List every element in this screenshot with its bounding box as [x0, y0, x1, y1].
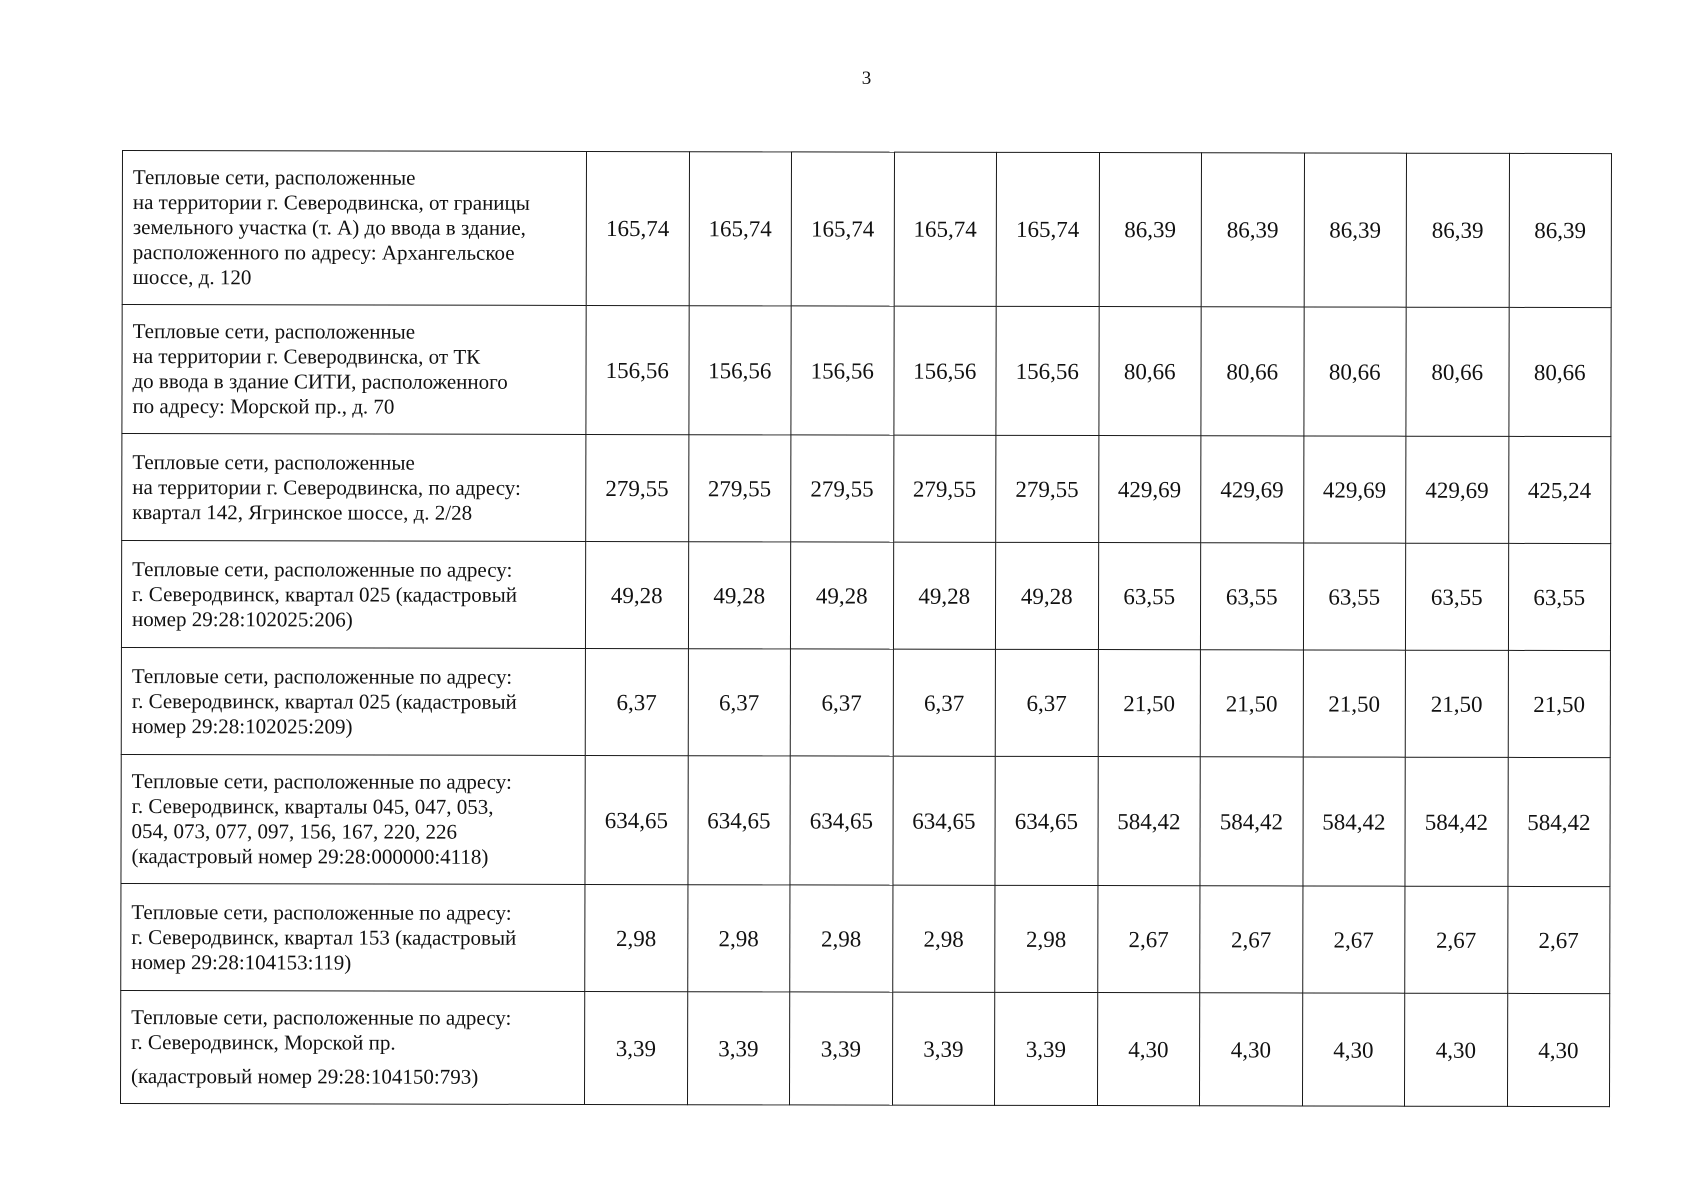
table-row — [121, 754, 1610, 886]
table-row — [122, 434, 1611, 544]
value-cell: 2,67 — [1200, 886, 1303, 993]
value-cell: 2,98 — [892, 885, 995, 992]
description-line: на территории г. Северодвинска, от ТК — [132, 344, 481, 369]
value-cell: 21,50 — [1303, 650, 1406, 757]
value-cell: 279,55 — [791, 435, 894, 542]
value-cell: 86,39 — [1201, 153, 1304, 307]
value-cell: 80,66 — [1201, 307, 1304, 436]
description-line: Тепловые сети, расположенные по адресу: — [131, 1005, 512, 1030]
table-row — [122, 151, 1611, 308]
description-line: г. Северодвинск, квартал 025 (кадастровый — [132, 581, 518, 607]
description-line: номер 29:28:104153:119) — [131, 949, 352, 974]
value-cell: 2,98 — [687, 885, 790, 992]
description-line: г. Северодвинск, квартал 153 (кадастровый — [131, 924, 517, 950]
value-cell: 584,42 — [1405, 757, 1508, 886]
description-line: Тепловые сети, расположенные по адресу: — [131, 663, 513, 689]
value-cell: 429,69 — [1406, 436, 1509, 543]
value-cell: 584,42 — [1200, 757, 1303, 886]
description-line: г. Северодвинск, квартал 025 (кадастровый — [131, 688, 517, 714]
description-line: квартал 142, Ягринское шоссе, д. 2/28 — [132, 499, 473, 525]
value-cell: 429,69 — [1098, 436, 1201, 543]
value-cell: 80,66 — [1508, 307, 1611, 436]
value-cell: 2,67 — [1507, 886, 1610, 993]
description-line: г. Северодвинск, Морской пр. — [131, 1030, 396, 1055]
value-cell: 2,67 — [1302, 886, 1405, 993]
value-cell: 156,56 — [996, 306, 1099, 435]
value-cell: 634,65 — [892, 756, 995, 885]
value-cell: 634,65 — [585, 755, 688, 884]
tariff-table — [120, 150, 1612, 1107]
value-cell: 49,28 — [790, 542, 893, 649]
description-line: Тепловые сети, расположенные — [132, 165, 416, 190]
value-cell: 21,50 — [1405, 650, 1508, 757]
value-cell: 584,42 — [1097, 757, 1200, 886]
value-cell: 63,55 — [1303, 543, 1406, 650]
value-cell: 165,74 — [996, 152, 1099, 306]
description-line: расположенного по адресу: Архангельское — [132, 240, 515, 265]
value-cell: 2,67 — [1405, 886, 1508, 993]
value-cell: 21,50 — [1200, 650, 1303, 757]
description-line: номер 29:28:102025:206) — [131, 606, 353, 631]
value-cell: 156,56 — [688, 306, 791, 435]
table-row — [121, 647, 1610, 757]
value-cell: 80,66 — [1406, 307, 1509, 436]
value-cell: 86,39 — [1509, 153, 1612, 307]
value-cell: 156,56 — [893, 306, 996, 435]
description-line: Тепловые сети, расположенные по адресу: — [131, 769, 512, 794]
value-cell: 21,50 — [1098, 650, 1201, 757]
description-line: Тепловые сети, расположенные по адресу: — [132, 556, 513, 582]
value-cell: 634,65 — [995, 756, 1098, 885]
value-cell: 429,69 — [1303, 436, 1406, 543]
value-cell: 4,30 — [1405, 993, 1508, 1106]
value-cell: 156,56 — [791, 306, 894, 435]
value-cell: 63,55 — [1508, 543, 1611, 650]
value-cell: 279,55 — [688, 435, 791, 542]
value-cell: 634,65 — [687, 756, 790, 885]
description-line: до ввода в здание СИТИ, расположенного — [132, 369, 508, 394]
value-cell: 86,39 — [1304, 153, 1407, 307]
description-line: Тепловые сети, расположенные — [132, 449, 415, 475]
value-cell: 49,28 — [688, 542, 791, 649]
value-cell: 584,42 — [1302, 757, 1405, 886]
value-cell: 279,55 — [586, 434, 689, 541]
row-description-cell — [122, 434, 586, 542]
description-line: (кадастровый номер 29:28:104150:793) — [131, 1064, 479, 1089]
description-line: Тепловые сети, расположенные по адресу: — [131, 899, 512, 925]
value-cell: 3,39 — [790, 992, 893, 1105]
description-line: г. Северодвинск, кварталы 045, 047, 053, — [131, 794, 494, 819]
value-cell: 49,28 — [585, 541, 688, 648]
value-cell: 279,55 — [893, 435, 996, 542]
value-cell: 6,37 — [585, 648, 688, 755]
value-cell: 165,74 — [586, 151, 689, 305]
value-cell: 49,28 — [995, 542, 1098, 649]
value-cell: 165,74 — [791, 152, 894, 306]
table-row — [121, 541, 1610, 651]
value-cell: 4,30 — [1302, 993, 1405, 1106]
value-cell: 6,37 — [688, 649, 791, 756]
value-cell: 80,66 — [1303, 307, 1406, 436]
value-cell: 425,24 — [1508, 436, 1611, 543]
row-description-cell — [121, 647, 585, 755]
value-cell: 80,66 — [1098, 307, 1201, 436]
value-cell: 2,98 — [995, 885, 1098, 992]
description-line: Тепловые сети, расположенные — [132, 319, 416, 344]
row-description-cell — [121, 990, 585, 1104]
value-cell: 6,37 — [790, 649, 893, 756]
value-cell: 86,39 — [1406, 153, 1509, 307]
description-line: по адресу: Морской пр., д. 70 — [132, 394, 395, 419]
page-number: 3 — [861, 68, 872, 89]
table-row — [122, 305, 1611, 437]
value-cell: 86,39 — [1099, 153, 1202, 307]
value-cell: 165,74 — [689, 152, 792, 306]
value-cell: 634,65 — [790, 756, 893, 885]
row-description-cell — [121, 541, 585, 649]
value-cell: 279,55 — [996, 435, 1099, 542]
description-line: (кадастровый номер 29:28:000000:4118) — [131, 844, 489, 869]
table-row — [121, 883, 1610, 993]
description-line: 054, 073, 077, 097, 156, 167, 220, 226 — [131, 819, 458, 844]
row-description-cell — [121, 754, 585, 884]
value-cell: 156,56 — [586, 305, 689, 434]
row-description-cell — [122, 151, 586, 306]
description-line: номер 29:28:102025:209) — [131, 713, 353, 738]
description-line: на территории г. Северодвинска, по адресу: — [132, 474, 521, 500]
value-cell: 49,28 — [893, 542, 996, 649]
value-cell: 2,98 — [790, 885, 893, 992]
value-cell: 4,30 — [1507, 993, 1610, 1106]
value-cell: 6,37 — [893, 649, 996, 756]
value-cell: 6,37 — [995, 649, 1098, 756]
description-line: земельного участка (т. А) до ввода в здание, — [132, 215, 526, 240]
value-cell: 3,39 — [892, 992, 995, 1105]
table-row — [121, 990, 1610, 1106]
value-cell: 2,67 — [1097, 886, 1200, 993]
value-cell: 63,55 — [1098, 543, 1201, 650]
value-cell: 3,39 — [995, 992, 1098, 1105]
value-cell: 3,39 — [687, 992, 790, 1105]
value-cell: 429,69 — [1201, 436, 1304, 543]
value-cell: 2,98 — [585, 884, 688, 991]
tariff-table-body — [121, 151, 1612, 1107]
row-description-cell — [121, 883, 585, 991]
value-cell: 4,30 — [1200, 993, 1303, 1106]
description-line: на территории г. Северодвинска, от границы — [132, 190, 530, 215]
value-cell: 165,74 — [894, 152, 997, 306]
value-cell: 3,39 — [585, 991, 688, 1104]
value-cell: 21,50 — [1508, 650, 1611, 757]
value-cell: 63,55 — [1200, 543, 1303, 650]
row-description-cell — [122, 305, 586, 435]
description-line: шоссе, д. 120 — [132, 265, 252, 290]
value-cell: 584,42 — [1507, 757, 1610, 886]
value-cell: 4,30 — [1097, 993, 1200, 1106]
value-cell: 63,55 — [1405, 543, 1508, 650]
